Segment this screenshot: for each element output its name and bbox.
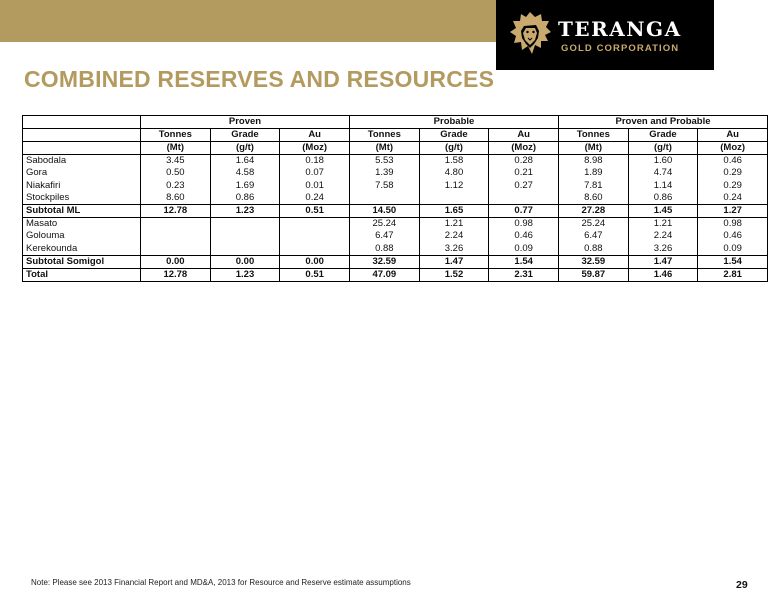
column-header: Au: [698, 129, 768, 142]
table-cell: 0.01: [280, 180, 350, 193]
table-row: [23, 268, 768, 281]
table-cell: 1.45: [628, 205, 698, 218]
table-cell: 0.00: [141, 255, 211, 268]
table-cell: 32.59: [559, 255, 629, 268]
table-cell: 12.78: [141, 205, 211, 218]
table-cell: [210, 230, 280, 243]
table-cell: 25.24: [559, 218, 629, 231]
row-label: Niakafiri: [23, 180, 141, 193]
table-cell: 59.87: [559, 268, 629, 281]
row-label: Kerekounda: [23, 243, 141, 256]
table-cell: 32.59: [350, 255, 420, 268]
footnote: Note: Please see 2013 Financial Report and MD&A, 2013 for Resource and Reserve estimate assumptions: [31, 578, 411, 587]
table-cell: 0.86: [210, 192, 280, 205]
brand-subtitle: GOLD CORPORATION: [561, 43, 680, 54]
group-header-proven: Proven: [141, 116, 350, 129]
table-cell: 1.21: [419, 218, 489, 231]
table-cell: [210, 243, 280, 256]
brand-name: TERANGA: [558, 17, 682, 41]
table-cell: 7.58: [350, 180, 420, 193]
table-row: [23, 243, 768, 256]
table-cell: 4.74: [628, 167, 698, 180]
table-cell: 0.86: [628, 192, 698, 205]
column-header: Au: [489, 129, 559, 142]
unit-header: (g/t): [210, 142, 280, 155]
table-cell: 1.23: [210, 268, 280, 281]
table-cell: 1.23: [210, 205, 280, 218]
table-cell: 27.28: [559, 205, 629, 218]
table-cell: 0.46: [698, 155, 768, 168]
table-cell: 12.78: [141, 268, 211, 281]
table-cell: 6.47: [559, 230, 629, 243]
table-cell: 1.54: [489, 255, 559, 268]
corner-cell: [23, 116, 141, 129]
group-header-row: [23, 116, 768, 129]
column-header-row: [23, 129, 768, 142]
table-cell: 0.88: [350, 243, 420, 256]
unit-header: (Moz): [280, 142, 350, 155]
row-label: Subtotal ML: [23, 205, 141, 218]
table-cell: [141, 230, 211, 243]
page-title: COMBINED RESERVES AND RESOURCES: [24, 66, 495, 92]
row-label: Total: [23, 268, 141, 281]
corner-cell: [23, 129, 141, 142]
table-cell: 4.80: [419, 167, 489, 180]
table-row: [23, 155, 768, 168]
table-cell: 6.47: [350, 230, 420, 243]
table-cell: 0.09: [489, 243, 559, 256]
table-cell: 47.09: [350, 268, 420, 281]
table-row: [23, 205, 768, 218]
table-cell: 3.45: [141, 155, 211, 168]
table-cell: 0.27: [489, 180, 559, 193]
table-cell: 3.26: [628, 243, 698, 256]
table-cell: 1.60: [628, 155, 698, 168]
table-cell: [141, 218, 211, 231]
table-cell: 0.09: [698, 243, 768, 256]
column-header: Tonnes: [350, 129, 420, 142]
table-cell: 1.89: [559, 167, 629, 180]
table-cell: 5.53: [350, 155, 420, 168]
column-header: Tonnes: [141, 129, 211, 142]
group-header-probable: Probable: [350, 116, 559, 129]
table-cell: 8.98: [559, 155, 629, 168]
table-cell: 0.46: [698, 230, 768, 243]
row-label: Gora: [23, 167, 141, 180]
table-cell: 1.39: [350, 167, 420, 180]
table-cell: 1.69: [210, 180, 280, 193]
column-header: Grade: [210, 129, 280, 142]
table-cell: 1.54: [698, 255, 768, 268]
table-row: [23, 255, 768, 268]
row-label: Stockpiles: [23, 192, 141, 205]
table-cell: 4.58: [210, 167, 280, 180]
table-cell: [210, 218, 280, 231]
table-cell: 0.24: [280, 192, 350, 205]
table-cell: 0.23: [141, 180, 211, 193]
row-label: Subtotal Somigol: [23, 255, 141, 268]
table-cell: 1.21: [628, 218, 698, 231]
unit-header: (Mt): [141, 142, 211, 155]
table-cell: 0.51: [280, 205, 350, 218]
table-cell: 1.46: [628, 268, 698, 281]
table-cell: 0.24: [698, 192, 768, 205]
table-cell: 0.00: [210, 255, 280, 268]
table-cell: 0.07: [280, 167, 350, 180]
table-cell: 1.14: [628, 180, 698, 193]
table-cell: [280, 230, 350, 243]
column-header: Tonnes: [559, 129, 629, 142]
table-cell: 0.88: [559, 243, 629, 256]
table-cell: 1.52: [419, 268, 489, 281]
table-cell: 2.24: [419, 230, 489, 243]
row-label: Masato: [23, 218, 141, 231]
table-row: [23, 192, 768, 205]
table-cell: 1.47: [628, 255, 698, 268]
table-cell: 0.46: [489, 230, 559, 243]
reserves-table: [22, 115, 768, 282]
table-cell: 0.21: [489, 167, 559, 180]
table-cell: 0.00: [280, 255, 350, 268]
corner-cell: [23, 142, 141, 155]
lion-head-icon: [508, 10, 552, 60]
table-cell: 2.81: [698, 268, 768, 281]
table-cell: 25.24: [350, 218, 420, 231]
table-cell: 1.64: [210, 155, 280, 168]
table-cell: 8.60: [559, 192, 629, 205]
table-cell: [350, 192, 420, 205]
table-cell: 3.26: [419, 243, 489, 256]
table-cell: 0.98: [698, 218, 768, 231]
unit-header: (Mt): [350, 142, 420, 155]
table-cell: 2.24: [628, 230, 698, 243]
table-row: [23, 167, 768, 180]
table-cell: [280, 243, 350, 256]
unit-header: (Mt): [559, 142, 629, 155]
table-cell: 1.27: [698, 205, 768, 218]
column-header: Au: [280, 129, 350, 142]
group-header-proven-and-probable: Proven and Probable: [559, 116, 768, 129]
table-cell: 0.98: [489, 218, 559, 231]
table-cell: 14.50: [350, 205, 420, 218]
column-header: Grade: [419, 129, 489, 142]
company-logo: [496, 0, 714, 70]
table-cell: 0.18: [280, 155, 350, 168]
row-label: Golouma: [23, 230, 141, 243]
unit-header: (Moz): [489, 142, 559, 155]
table-cell: 1.65: [419, 205, 489, 218]
unit-header: (g/t): [419, 142, 489, 155]
unit-header: (g/t): [628, 142, 698, 155]
table-row: [23, 230, 768, 243]
table-cell: 0.29: [698, 167, 768, 180]
table-cell: 0.28: [489, 155, 559, 168]
table-cell: 2.31: [489, 268, 559, 281]
table-cell: 1.12: [419, 180, 489, 193]
unit-header: (Moz): [698, 142, 768, 155]
column-header: Grade: [628, 129, 698, 142]
row-label: Sabodala: [23, 155, 141, 168]
table-cell: [141, 243, 211, 256]
table-cell: 0.50: [141, 167, 211, 180]
table-cell: 0.51: [280, 268, 350, 281]
table-cell: [280, 218, 350, 231]
page-number: 29: [736, 579, 748, 591]
table-cell: 7.81: [559, 180, 629, 193]
table-cell: [489, 192, 559, 205]
table-cell: 1.47: [419, 255, 489, 268]
table-cell: 1.58: [419, 155, 489, 168]
table-cell: 0.77: [489, 205, 559, 218]
table-cell: 8.60: [141, 192, 211, 205]
table-row: [23, 180, 768, 193]
unit-header-row: [23, 142, 768, 155]
table-cell: [419, 192, 489, 205]
table-row: [23, 218, 768, 231]
table-cell: 0.29: [698, 180, 768, 193]
